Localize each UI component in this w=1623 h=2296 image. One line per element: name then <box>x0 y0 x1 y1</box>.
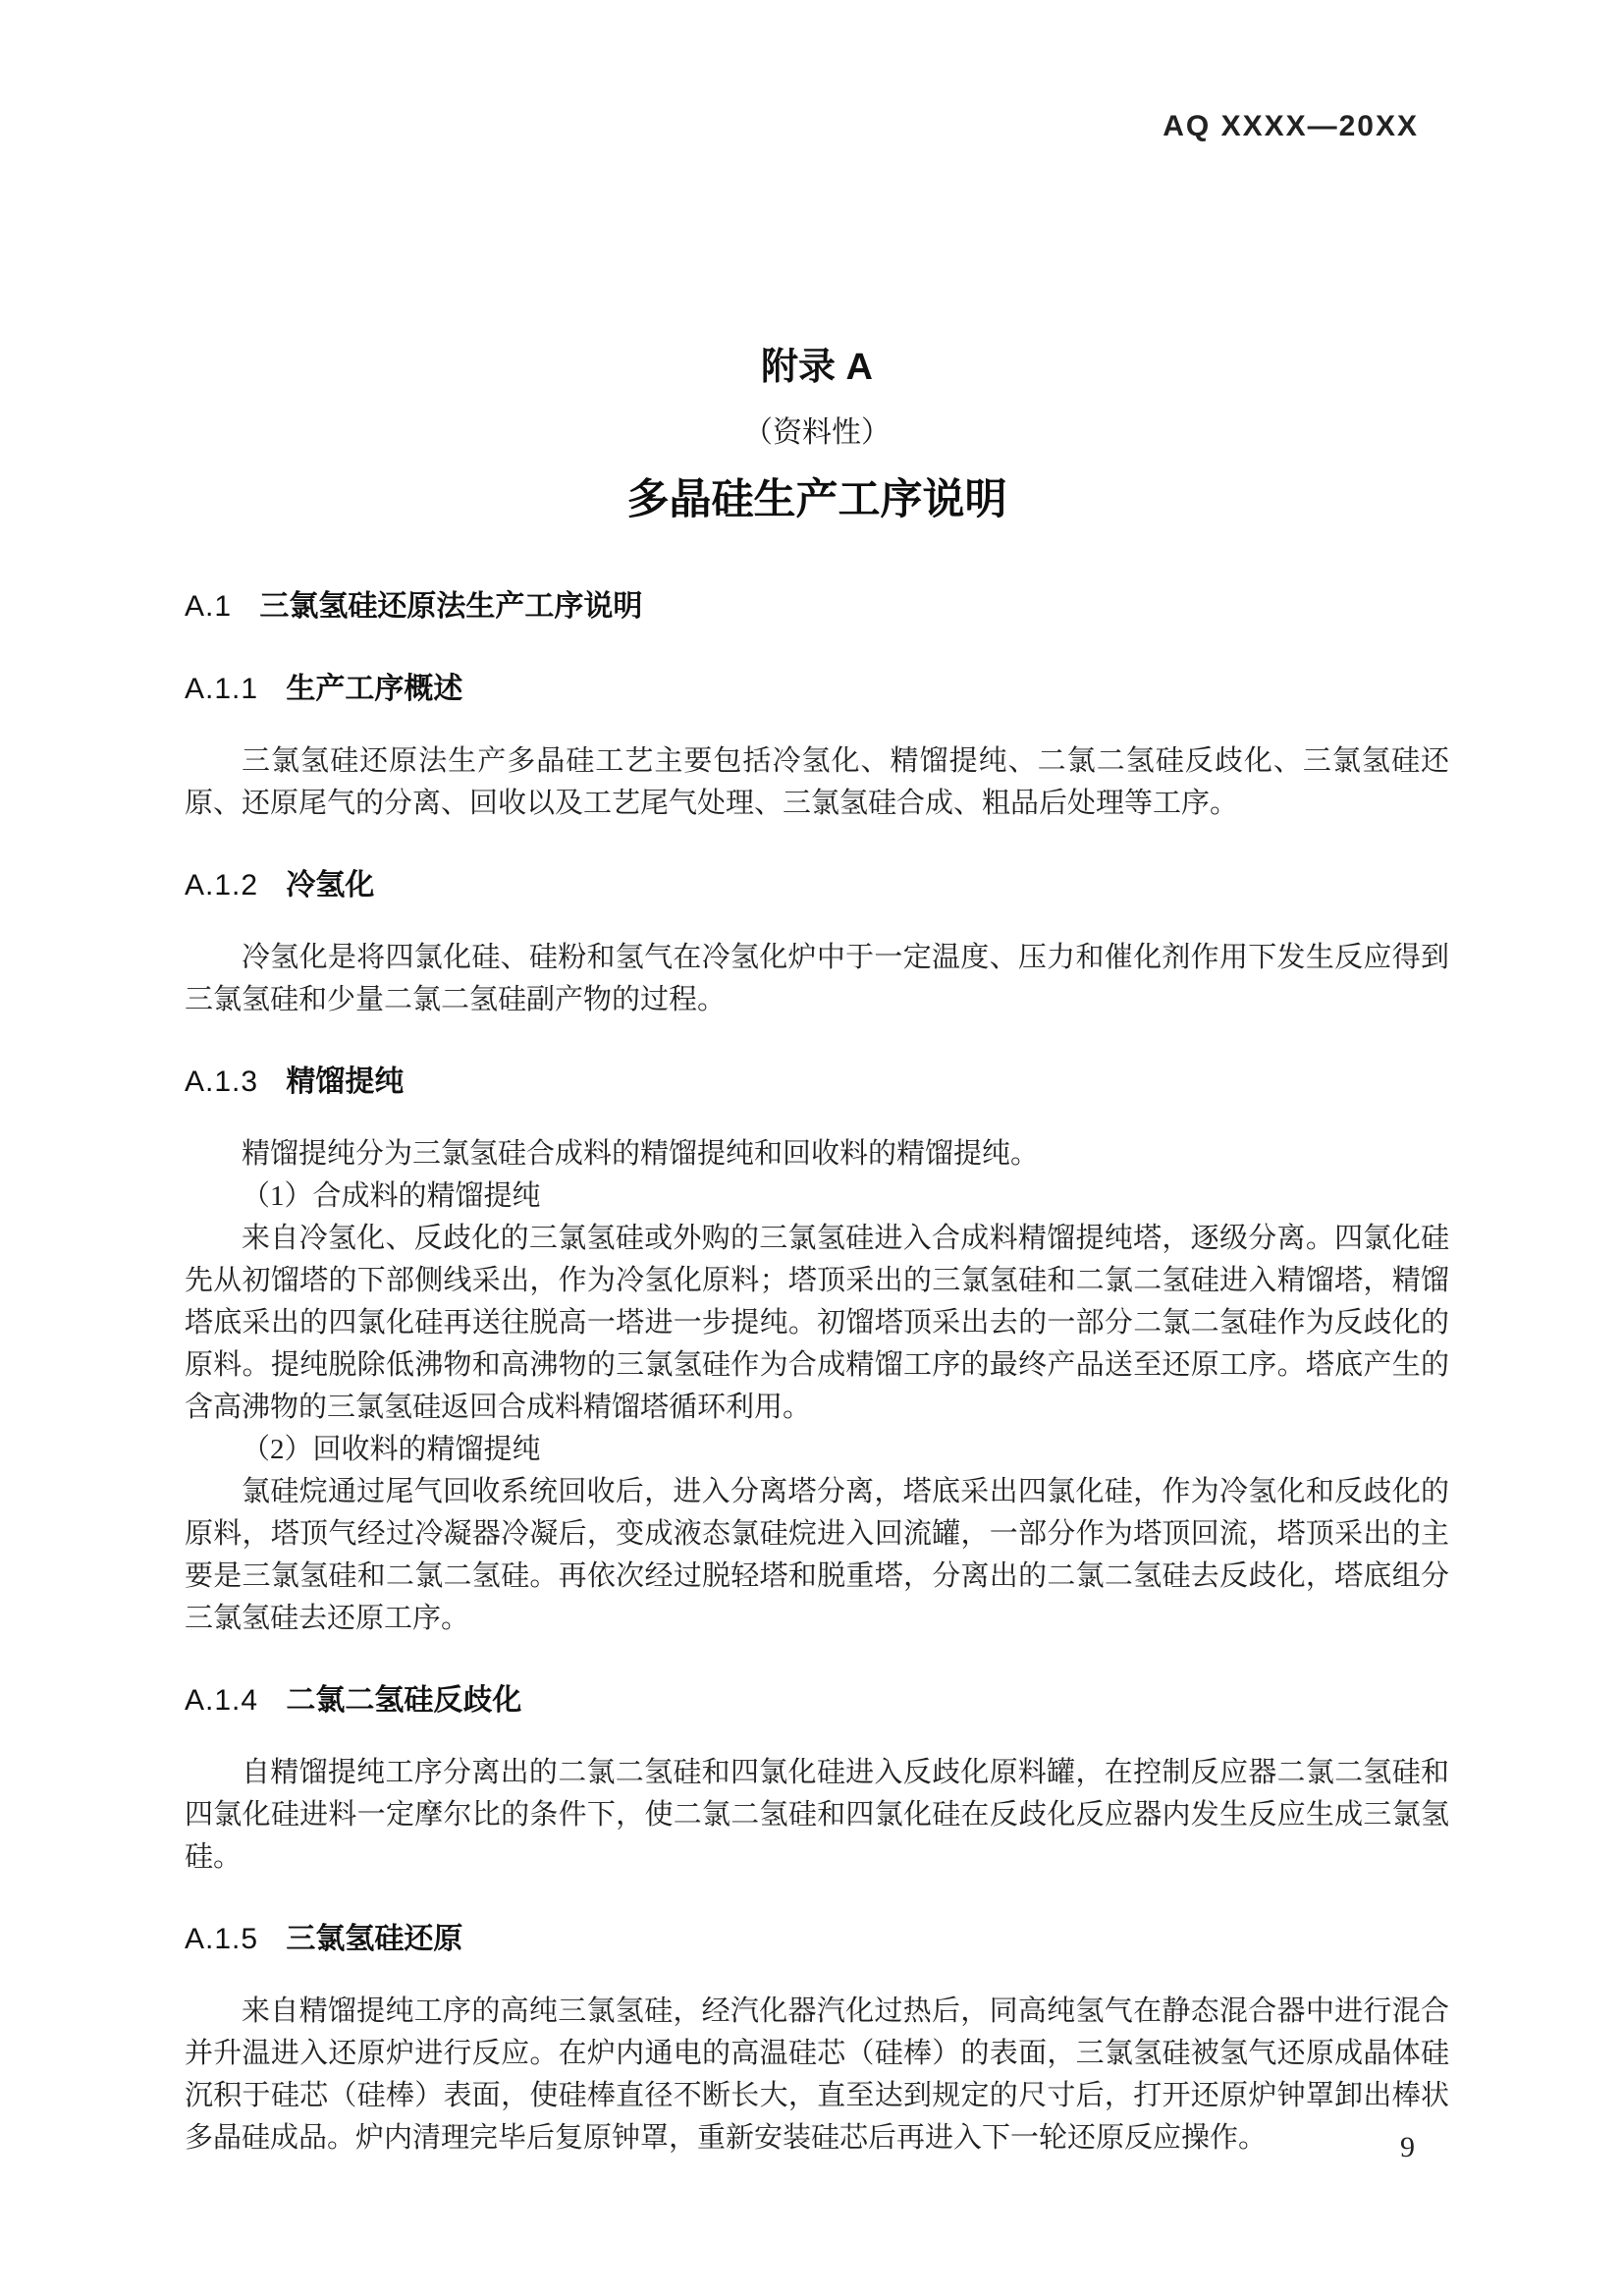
appendix-title: 多晶硅生产工序说明 <box>626 476 1007 523</box>
paragraph: 氯硅烷通过尾气回收系统回收后，进入分离塔分离，塔底采出四氯化硅，作为冷氢化和反歧化的原料，塔顶气经过冷凝器冷凝后，变成液态氯硅烷进入回流罐，一部分作为塔顶回流，塔顶采出的主要是三氯氢硅和二氯二氢硅。再依次经过脱轻塔和脱重塔，分离出的二氯二氢硅去反歧化，塔底组分三氯氢硅去还原工序。 <box>185 1476 1449 1634</box>
subsection-number: A.1.1 <box>185 673 259 705</box>
section-number: A.1 <box>185 590 233 623</box>
subsection-title: 生产工序概述 <box>286 673 463 705</box>
subsection-title: 冷氢化 <box>286 869 375 902</box>
subsection-heading-a13 <box>185 1061 1449 1104</box>
subsection-heading-a12 <box>185 864 1449 907</box>
subsection-number: A.1.3 <box>185 1066 259 1098</box>
paragraph: 精馏提纯分为三氯氢硅合成料的精馏提纯和回收料的精馏提纯。 <box>242 1138 1040 1170</box>
subsection-number: A.1.5 <box>185 1923 259 1955</box>
list-item-label: （1）合成料的精馏提纯 <box>242 1180 541 1212</box>
section-heading-a1 <box>185 585 1449 629</box>
list-item-label: （2）回收料的精馏提纯 <box>242 1434 541 1465</box>
page-number: 9 <box>1400 2131 1415 2163</box>
subsection-heading-a15 <box>185 1918 1449 1961</box>
subsection-heading-a14 <box>185 1679 1449 1722</box>
subsection-title: 二氯二氢硅反歧化 <box>286 1684 522 1717</box>
standard-code-header: AQ XXXX—20XX <box>1163 110 1419 142</box>
subsection-title: 精馏提纯 <box>286 1066 405 1098</box>
paragraph: 自精馏提纯工序分离出的二氯二氢硅和四氯化硅进入反歧化原料罐，在控制反应器二氯二氢硅和四氯化硅进料一定摩尔比的条件下，使二氯二氢硅和四氯化硅在反歧化反应器内发生反应生成三氯氢硅。 <box>185 1757 1449 1873</box>
appendix-label: 附录 A <box>760 347 873 388</box>
section-title: 三氯氢硅还原法生产工序说明 <box>259 590 643 623</box>
appendix-informative-note: （资料性） <box>743 416 891 449</box>
paragraph: 三氯氢硅还原法生产多晶硅工艺主要包括冷氢化、精馏提纯、二氯二氢硅反歧化、三氯氢硅还原、还原尾气的分离、回收以及工艺尾气处理、三氯氢硅合成、粗品后处理等工序。 <box>185 745 1449 819</box>
paragraph: 来自冷氢化、反歧化的三氯氢硅或外购的三氯氢硅进入合成料精馏提纯塔，逐级分离。四氯化硅先从初馏塔的下部侧线采出，作为冷氢化原料；塔顶采出的三氯氢硅和二氯二氢硅进入精馏塔，精馏塔底采出的四氯化硅再送往脱高一塔进一步提纯。初馏塔顶采出去的一部分二氯二氢硅作为反歧化的原料。提纯脱除低沸物和高沸物的三氯氢硅作为合成精馏工序的最终产品送至还原工序。塔底产生的含高沸物的三氯氢硅返回合成料精馏塔循环利用。 <box>185 1223 1449 1423</box>
subsection-number: A.1.2 <box>185 869 259 902</box>
appendix-content <box>185 344 1449 2159</box>
paragraph: 来自精馏提纯工序的高纯三氯氢硅，经汽化器汽化过热后，同高纯氢气在静态混合器中进行混合并升温进入还原炉进行反应。在炉内通电的高温硅芯（硅棒）的表面，三氯氢硅被氢气还原成晶体硅沉积于硅芯（硅棒）表面，使硅棒直径不断长大，直至达到规定的尺寸后，打开还原炉钟罩卸出棒状多晶硅成品。炉内清理完毕后复原钟罩，重新安装硅芯后再进入下一轮还原反应操作。 <box>185 1995 1449 2154</box>
paragraph: 冷氢化是将四氯化硅、硅粉和氢气在冷氢化炉中于一定温度、压力和催化剂作用下发生反应得到三氯氢硅和少量二氯二氢硅副产物的过程。 <box>185 942 1449 1015</box>
subsection-title: 三氯氢硅还原 <box>286 1923 463 1955</box>
subsection-number: A.1.4 <box>185 1684 259 1717</box>
subsection-heading-a11 <box>185 668 1449 711</box>
